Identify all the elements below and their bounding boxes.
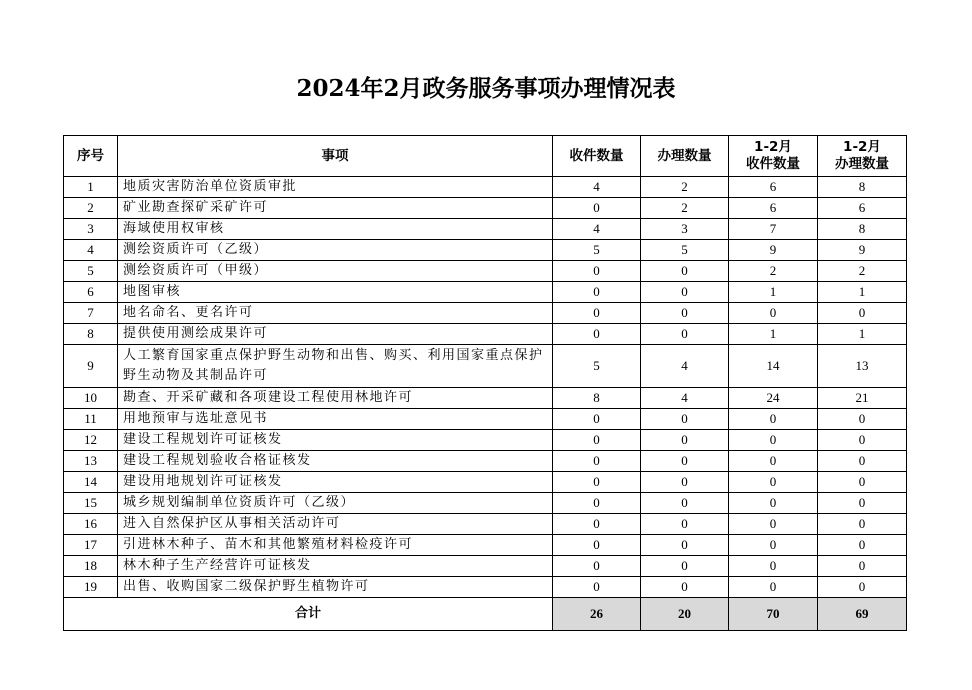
header-item: 事项 — [118, 136, 553, 177]
cell-received: 0 — [553, 324, 641, 345]
cell-ytd-received: 1 — [729, 324, 818, 345]
cell-ytd-handled: 0 — [818, 577, 907, 598]
cell-handled: 0 — [641, 472, 729, 493]
cell-ytd-handled: 13 — [818, 345, 907, 388]
header-ytd-handled — [818, 136, 907, 177]
cell-seq: 16 — [64, 514, 118, 535]
cell-received: 0 — [553, 430, 641, 451]
cell-ytd-handled: 2 — [818, 261, 907, 282]
cell-ytd-handled: 1 — [818, 324, 907, 345]
cell-item: 进入自然保护区从事相关活动许可 — [118, 514, 553, 535]
table-row — [64, 177, 907, 198]
cell-handled: 0 — [641, 303, 729, 324]
cell-ytd-received: 0 — [729, 409, 818, 430]
cell-ytd-received: 6 — [729, 198, 818, 219]
table-row — [64, 493, 907, 514]
total-ytd-handled: 69 — [818, 598, 907, 631]
table-row — [64, 451, 907, 472]
cell-seq: 4 — [64, 240, 118, 261]
cell-item: 建设工程规划验收合格证核发 — [118, 451, 553, 472]
cell-item: 人工繁育国家重点保护野生动物和出售、购买、利用国家重点保护野生动物及其制品许可 — [118, 345, 553, 388]
table-row — [64, 198, 907, 219]
cell-ytd-handled: 9 — [818, 240, 907, 261]
cell-seq: 3 — [64, 219, 118, 240]
cell-handled: 2 — [641, 198, 729, 219]
cell-received: 8 — [553, 388, 641, 409]
cell-seq: 2 — [64, 198, 118, 219]
cell-item: 引进林木种子、苗木和其他繁殖材料检疫许可 — [118, 535, 553, 556]
cell-ytd-handled: 0 — [818, 409, 907, 430]
cell-item: 海域使用权审核 — [118, 219, 553, 240]
cell-handled: 0 — [641, 493, 729, 514]
cell-received: 5 — [553, 345, 641, 388]
table-row — [64, 514, 907, 535]
cell-ytd-received: 2 — [729, 261, 818, 282]
cell-item: 勘查、开采矿藏和各项建设工程使用林地许可 — [118, 388, 553, 409]
cell-item: 建设工程规划许可证核发 — [118, 430, 553, 451]
cell-ytd-handled: 0 — [818, 451, 907, 472]
header-received: 收件数量 — [553, 136, 641, 177]
cell-item: 建设用地规划许可证核发 — [118, 472, 553, 493]
cell-received: 0 — [553, 451, 641, 472]
cell-seq: 17 — [64, 535, 118, 556]
cell-handled: 4 — [641, 345, 729, 388]
service-report-table — [63, 135, 907, 631]
cell-item: 测绘资质许可（甲级） — [118, 261, 553, 282]
cell-item: 林木种子生产经营许可证核发 — [118, 556, 553, 577]
total-received: 26 — [553, 598, 641, 631]
cell-ytd-received: 24 — [729, 388, 818, 409]
cell-seq: 10 — [64, 388, 118, 409]
cell-ytd-received: 0 — [729, 556, 818, 577]
cell-ytd-received: 0 — [729, 577, 818, 598]
page-title: 2024年2月政务服务事项办理情况表 — [296, 75, 676, 102]
cell-received: 0 — [553, 556, 641, 577]
table-row — [64, 282, 907, 303]
cell-handled: 2 — [641, 177, 729, 198]
cell-received: 0 — [553, 493, 641, 514]
cell-ytd-handled: 0 — [818, 303, 907, 324]
cell-item: 城乡规划编制单位资质许可（乙级） — [118, 493, 553, 514]
cell-handled: 0 — [641, 514, 729, 535]
total-ytd-received: 70 — [729, 598, 818, 631]
table-row — [64, 556, 907, 577]
cell-ytd-handled: 8 — [818, 177, 907, 198]
cell-ytd-received: 0 — [729, 430, 818, 451]
cell-handled: 0 — [641, 535, 729, 556]
header-handled: 办理数量 — [641, 136, 729, 177]
cell-seq: 5 — [64, 261, 118, 282]
cell-received: 0 — [553, 303, 641, 324]
cell-ytd-handled: 0 — [818, 514, 907, 535]
cell-received: 0 — [553, 282, 641, 303]
cell-received: 0 — [553, 409, 641, 430]
cell-ytd-handled: 0 — [818, 556, 907, 577]
cell-handled: 0 — [641, 430, 729, 451]
total-row — [64, 598, 907, 631]
cell-ytd-handled: 1 — [818, 282, 907, 303]
cell-ytd-received: 0 — [729, 493, 818, 514]
header-row — [64, 136, 907, 177]
cell-handled: 0 — [641, 324, 729, 345]
table-row — [64, 409, 907, 430]
table-body — [64, 177, 907, 598]
cell-ytd-handled: 8 — [818, 219, 907, 240]
cell-seq: 19 — [64, 577, 118, 598]
cell-handled: 0 — [641, 282, 729, 303]
header-ytd-received-period: 1-2月 — [754, 139, 792, 155]
table-row — [64, 535, 907, 556]
cell-handled: 0 — [641, 261, 729, 282]
cell-seq: 15 — [64, 493, 118, 514]
cell-ytd-received: 0 — [729, 303, 818, 324]
cell-item: 地图审核 — [118, 282, 553, 303]
table-row — [64, 240, 907, 261]
cell-seq: 18 — [64, 556, 118, 577]
cell-ytd-handled: 0 — [818, 493, 907, 514]
header-seq: 序号 — [64, 136, 118, 177]
cell-ytd-received: 0 — [729, 472, 818, 493]
cell-ytd-received: 0 — [729, 535, 818, 556]
header-ytd-received-label: 收件数量 — [746, 156, 800, 172]
cell-received: 5 — [553, 240, 641, 261]
cell-handled: 4 — [641, 388, 729, 409]
table-row — [64, 388, 907, 409]
cell-handled: 0 — [641, 409, 729, 430]
cell-received: 4 — [553, 177, 641, 198]
cell-received: 0 — [553, 535, 641, 556]
cell-handled: 0 — [641, 556, 729, 577]
table-row — [64, 430, 907, 451]
cell-handled: 0 — [641, 577, 729, 598]
cell-item: 矿业勘查探矿采矿许可 — [118, 198, 553, 219]
cell-ytd-received: 0 — [729, 514, 818, 535]
cell-seq: 1 — [64, 177, 118, 198]
total-handled: 20 — [641, 598, 729, 631]
cell-seq: 9 — [64, 345, 118, 388]
table-row — [64, 219, 907, 240]
cell-ytd-received: 7 — [729, 219, 818, 240]
cell-item: 用地预审与选址意见书 — [118, 409, 553, 430]
cell-ytd-handled: 0 — [818, 535, 907, 556]
table-row — [64, 324, 907, 345]
cell-handled: 5 — [641, 240, 729, 261]
cell-ytd-received: 9 — [729, 240, 818, 261]
cell-seq: 13 — [64, 451, 118, 472]
cell-received: 0 — [553, 472, 641, 493]
cell-handled: 3 — [641, 219, 729, 240]
cell-ytd-handled: 21 — [818, 388, 907, 409]
table-row — [64, 303, 907, 324]
cell-item: 提供使用测绘成果许可 — [118, 324, 553, 345]
cell-received: 0 — [553, 514, 641, 535]
table-row — [64, 577, 907, 598]
cell-received: 0 — [553, 261, 641, 282]
cell-item: 出售、收购国家二级保护野生植物许可 — [118, 577, 553, 598]
cell-ytd-handled: 6 — [818, 198, 907, 219]
header-ytd-handled-label: 办理数量 — [835, 156, 889, 172]
cell-seq: 12 — [64, 430, 118, 451]
cell-seq: 6 — [64, 282, 118, 303]
cell-ytd-received: 1 — [729, 282, 818, 303]
cell-ytd-received: 0 — [729, 451, 818, 472]
cell-ytd-received: 6 — [729, 177, 818, 198]
cell-ytd-handled: 0 — [818, 430, 907, 451]
cell-ytd-received: 14 — [729, 345, 818, 388]
cell-received: 0 — [553, 198, 641, 219]
cell-seq: 8 — [64, 324, 118, 345]
header-ytd-received — [729, 136, 818, 177]
cell-seq: 11 — [64, 409, 118, 430]
cell-handled: 0 — [641, 451, 729, 472]
cell-received: 4 — [553, 219, 641, 240]
cell-seq: 14 — [64, 472, 118, 493]
cell-seq: 7 — [64, 303, 118, 324]
cell-item: 测绘资质许可（乙级） — [118, 240, 553, 261]
cell-item: 地质灾害防治单位资质审批 — [118, 177, 553, 198]
cell-item: 地名命名、更名许可 — [118, 303, 553, 324]
cell-received: 0 — [553, 577, 641, 598]
table-row — [64, 261, 907, 282]
cell-ytd-handled: 0 — [818, 472, 907, 493]
total-label: 合计 — [64, 598, 553, 631]
header-ytd-handled-period: 1-2月 — [843, 139, 881, 155]
table-row — [64, 472, 907, 493]
table-row — [64, 345, 907, 388]
